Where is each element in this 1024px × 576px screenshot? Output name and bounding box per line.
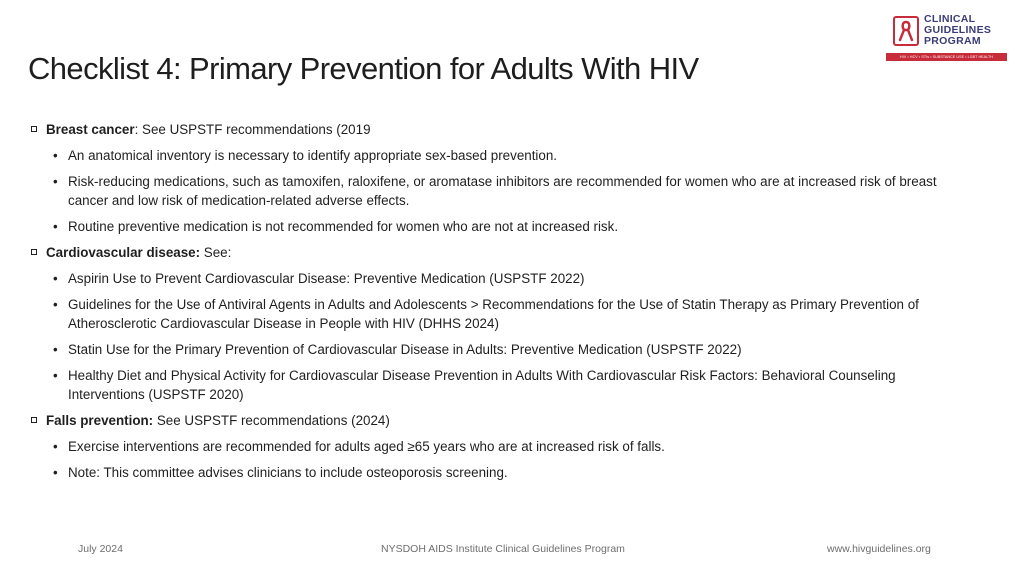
bullet-icon: • <box>53 148 58 163</box>
section-falls-prevention <box>30 411 970 430</box>
list-item: • Risk-reducing medications, such as tamoxifen, raloxifene, or aromatase inhibitors are recommended for women who are at increased risk of breast cancer and low risk of medication-related adverse effects. <box>53 174 937 208</box>
bullet-icon: • <box>53 271 58 286</box>
logo-line-guidelines: GUIDELINES <box>924 24 992 36</box>
bullet-icon: • <box>53 297 58 312</box>
list-item: • Guidelines for the Use of Antiviral Agents in Adults and Adolescents > Recommendations for the Use of Statin Therapy as Primary Prevention of Atherosclerotic Cardiovascular Disease in People with HIV (DHHS 2024) <box>53 297 919 331</box>
list-item: • Statin Use for the Primary Prevention of Cardiovascular Disease in Adults: Preventive Medication (USPSTF 2022) <box>53 342 742 357</box>
bullet-icon: • <box>53 465 58 480</box>
footer-website: www.hivguidelines.org <box>827 543 931 555</box>
footer-date: July 2024 <box>78 543 123 555</box>
bullet-icon: • <box>53 342 58 357</box>
list-item: • Healthy Diet and Physical Activity for Cardiovascular Disease Prevention in Adults With Cardiovascular Risk Factors: Behavioral Counseling Interventions (USPSTF 2020) <box>53 368 896 402</box>
checklist-content <box>30 120 970 489</box>
logo-tagline-strip: HIV • HCV • STIs • SUBSTANCE USE • LGBT HEALTH <box>886 53 1007 61</box>
list-item: • Note: This committee advises clinicians to include osteoporosis screening. <box>53 465 508 480</box>
logo-line-clinical: CLINICAL <box>924 13 976 25</box>
list-item: • Exercise interventions are recommended for adults aged ≥65 years who are at increased risk of falls. <box>53 439 665 454</box>
bullet-icon: • <box>53 368 58 383</box>
section-label: Cardiovascular disease: <box>46 245 201 260</box>
logo-line-program: PROGRAM <box>924 35 981 47</box>
checkbox-bullet-icon <box>31 249 37 255</box>
bullet-icon: • <box>53 439 58 454</box>
section-text: See: <box>200 245 232 260</box>
footer-program: NYSDOH AIDS Institute Clinical Guidelines Program <box>381 543 625 555</box>
list-item: • An anatomical inventory is necessary to identify appropriate sex-based prevention. <box>53 148 558 163</box>
bullet-icon: • <box>53 219 58 234</box>
red-ribbon-icon <box>893 16 919 46</box>
checkbox-bullet-icon <box>31 126 37 132</box>
slide-title: Checklist 4: Primary Prevention for Adults With HIV <box>28 51 699 86</box>
section-text: See USPSTF recommendations (2024) <box>153 413 390 428</box>
section-label: Breast cancer <box>46 122 135 137</box>
section-label: Falls prevention: <box>46 413 154 428</box>
section-text: : See USPSTF recommendations (2019 <box>134 122 371 137</box>
section-breast-cancer <box>30 120 970 139</box>
clinical-guidelines-program-logo <box>886 14 1010 66</box>
list-item: • Aspirin Use to Prevent Cardiovascular Disease: Preventive Medication (USPSTF 2022) <box>53 271 585 286</box>
section-cardiovascular-disease <box>30 243 970 262</box>
bullet-icon: • <box>53 174 58 189</box>
list-item: • Routine preventive medication is not recommended for women who are not at increased risk. <box>53 219 619 234</box>
checkbox-bullet-icon <box>31 417 37 423</box>
